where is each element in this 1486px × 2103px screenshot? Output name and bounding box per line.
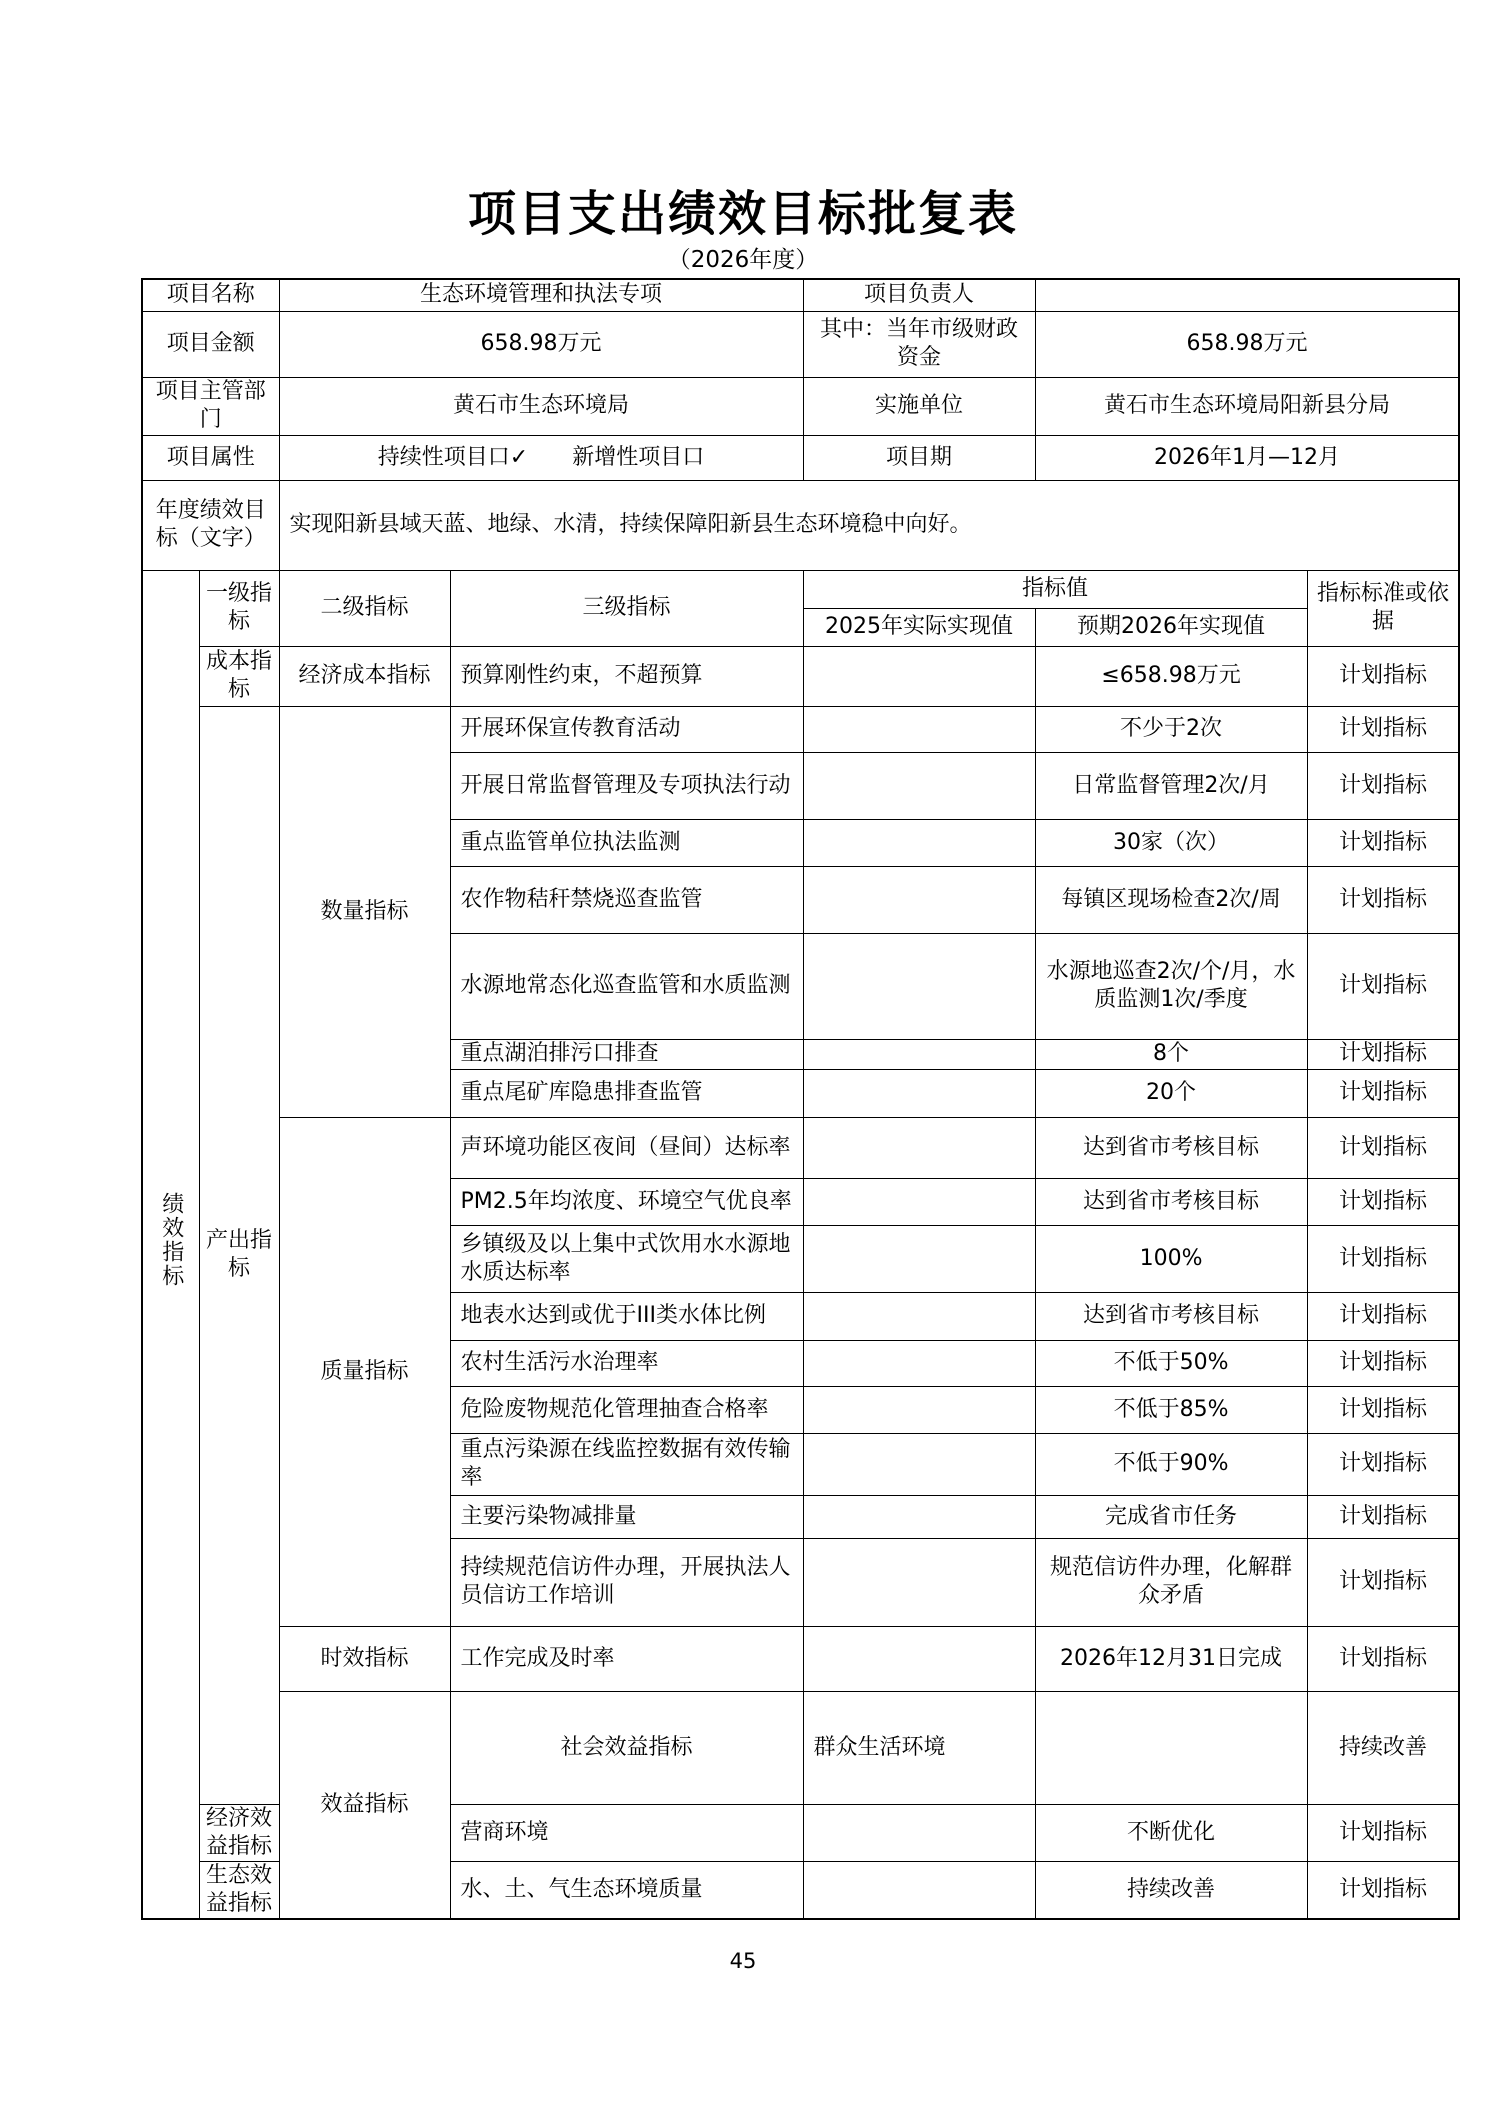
basis-cell: 计划指标 (1307, 866, 1459, 933)
level2-cell: 时效指标 (279, 1626, 450, 1691)
year-note: （2026年度） (667, 247, 819, 273)
value-2025-cell (803, 1538, 1035, 1626)
basis-cell: 计划指标 (1307, 1433, 1459, 1495)
level2-cell: 质量指标 (279, 1117, 450, 1626)
basis-cell: 计划指标 (1307, 1495, 1459, 1538)
level1-output: 产出指标 (199, 706, 279, 1804)
level3-cell: 水源地常态化巡查监管和水质监测 (450, 933, 803, 1039)
basis-cell: 计划指标 (1307, 646, 1459, 706)
leader-value (1035, 279, 1459, 311)
level3-cell: 营商环境 (450, 1804, 803, 1861)
amount-label: 项目金额 (142, 311, 279, 377)
level3-cell: 危险废物规范化管理抽查合格率 (450, 1386, 803, 1433)
level3-cell: 主要污染物减排量 (450, 1495, 803, 1538)
project-name-value: 生态环境管理和执法专项 (279, 279, 803, 311)
basis-cell: 计划指标 (1307, 1386, 1459, 1433)
basis-cell: 计划指标 (1307, 1117, 1459, 1178)
level3-cell: 重点监管单位执法监测 (450, 819, 803, 866)
value-2026-cell: 不少于2次 (1035, 706, 1307, 752)
city-fund-label: 其中：当年市级财政资金 (803, 311, 1035, 377)
level3-cell: 重点尾矿库隐患排查监管 (450, 1069, 803, 1117)
impl-value: 黄石市生态环境局阳新县分局 (1035, 377, 1459, 435)
basis-cell: 计划指标 (1307, 1626, 1459, 1691)
level2-cell: 经济成本指标 (279, 646, 450, 706)
amount-value: 658.98万元 (279, 311, 803, 377)
city-fund-value: 658.98万元 (1035, 311, 1459, 377)
col-2025: 2025年实际实现值 (803, 608, 1035, 646)
value-2025-cell (803, 646, 1035, 706)
col-level1: 一级指标 (199, 570, 279, 646)
basis-cell: 计划指标 (1307, 706, 1459, 752)
level3-cell: 农村生活污水治理率 (450, 1340, 803, 1386)
goal-text: 实现阳新县域天蓝、地绿、水清，持续保障阳新县生态环境稳中向好。 (279, 480, 1459, 570)
page-number: 45 (729, 1949, 757, 1973)
section-label: 绩效指标 (158, 1192, 184, 1288)
value-2026-cell: 达到省市考核目标 (1035, 1117, 1307, 1178)
value-2025-cell (803, 866, 1035, 933)
value-2026-cell: 持续改善 (1307, 1691, 1459, 1804)
value-2026-cell: 100% (1035, 1225, 1307, 1292)
level1-benefit: 效益指标 (279, 1691, 450, 1919)
level3-cell: 持续规范信访件办理，开展执法人员信访工作培训 (450, 1538, 803, 1626)
value-2025-cell (803, 706, 1035, 752)
level3-cell: 乡镇级及以上集中式饮用水水源地水质达标率 (450, 1225, 803, 1292)
value-2025-cell (803, 1340, 1035, 1386)
value-2026-cell: 持续改善 (1035, 1861, 1307, 1919)
level2-cell: 数量指标 (279, 706, 450, 1117)
value-2025-cell (803, 1178, 1035, 1225)
value-2026-cell: 不低于90% (1035, 1433, 1307, 1495)
basis-cell: 计划指标 (1307, 1538, 1459, 1626)
basis-cell: 计划指标 (1307, 752, 1459, 819)
value-2026-cell: 规范信访件办理，化解群众矛盾 (1035, 1538, 1307, 1626)
level3-cell: 开展环保宣传教育活动 (450, 706, 803, 752)
project-name-label: 项目名称 (142, 279, 279, 311)
level3-cell: PM2.5年均浓度、环境空气优良率 (450, 1178, 803, 1225)
value-2025-cell (803, 1292, 1035, 1340)
level3-cell: 预算刚性约束，不超预算 (450, 646, 803, 706)
value-2026-cell: 不低于50% (1035, 1340, 1307, 1386)
attr-label: 项目属性 (142, 435, 279, 480)
value-2026-cell: 完成省市任务 (1035, 1495, 1307, 1538)
value-2026-cell: ≤658.98万元 (1035, 646, 1307, 706)
level2-cell: 生态效益指标 (199, 1861, 279, 1919)
dept-value: 黄石市生态环境局 (279, 377, 803, 435)
value-2025-cell (1035, 1691, 1307, 1804)
basis-cell: 计划指标 (1307, 1861, 1459, 1919)
value-2026-cell: 达到省市考核目标 (1035, 1292, 1307, 1340)
value-2026-cell: 日常监督管理2次/月 (1035, 752, 1307, 819)
period-value: 2026年1月—12月 (1035, 435, 1459, 480)
basis-cell: 计划指标 (1307, 1178, 1459, 1225)
value-2025-cell (803, 1039, 1035, 1069)
level3-cell: 群众生活环境 (803, 1691, 1035, 1804)
value-2026-cell: 8个 (1035, 1039, 1307, 1069)
level3-cell: 地表水达到或优于III类水体比例 (450, 1292, 803, 1340)
value-2026-cell: 每镇区现场检查2次/周 (1035, 866, 1307, 933)
level2-cell: 经济效益指标 (199, 1804, 279, 1861)
level3-cell: 水、土、气生态环境质量 (450, 1861, 803, 1919)
col-value: 指标值 (803, 570, 1307, 608)
goal-label: 年度绩效目标（文字） (142, 480, 279, 570)
basis-cell: 计划指标 (1307, 933, 1459, 1039)
value-2026-cell: 20个 (1035, 1069, 1307, 1117)
value-2026-cell: 2026年12月31日完成 (1035, 1626, 1307, 1691)
level3-cell: 重点湖泊排污口排查 (450, 1039, 803, 1069)
value-2025-cell (803, 933, 1035, 1039)
section-label-cell (142, 570, 199, 1919)
basis-cell: 计划指标 (1307, 1340, 1459, 1386)
value-2026-cell: 达到省市考核目标 (1035, 1178, 1307, 1225)
col-basis: 指标标准或依据 (1307, 570, 1459, 646)
value-2025-cell (803, 1069, 1035, 1117)
value-2025-cell (803, 1495, 1035, 1538)
level3-cell: 农作物秸秆禁烧巡查监管 (450, 866, 803, 933)
level3-cell: 工作完成及时率 (450, 1626, 803, 1691)
value-2025-cell (803, 1433, 1035, 1495)
performance-target-table (141, 278, 1460, 1920)
value-2025-cell (803, 1386, 1035, 1433)
col-2026: 预期2026年实现值 (1035, 608, 1307, 646)
value-2026-cell: 不低于85% (1035, 1386, 1307, 1433)
basis-cell: 计划指标 (1307, 1804, 1459, 1861)
value-2025-cell (803, 1861, 1035, 1919)
value-2025-cell (803, 752, 1035, 819)
leader-label: 项目负责人 (803, 279, 1035, 311)
level3-cell: 声环境功能区夜间（昼间）达标率 (450, 1117, 803, 1178)
dept-label: 项目主管部门 (142, 377, 279, 435)
attr-value: 持续性项目口✓ 新增性项目口 (279, 435, 803, 480)
period-label: 项目期 (803, 435, 1035, 480)
impl-label: 实施单位 (803, 377, 1035, 435)
value-2026-cell: 30家（次） (1035, 819, 1307, 866)
basis-cell: 计划指标 (1307, 1069, 1459, 1117)
value-2025-cell (803, 1804, 1035, 1861)
col-level2: 二级指标 (279, 570, 450, 646)
basis-cell: 计划指标 (1307, 1225, 1459, 1292)
level3-cell: 重点污染源在线监控数据有效传输率 (450, 1433, 803, 1495)
value-2025-cell (803, 1626, 1035, 1691)
value-2025-cell (803, 819, 1035, 866)
col-level3: 三级指标 (450, 570, 803, 646)
basis-cell: 计划指标 (1307, 1292, 1459, 1340)
value-2025-cell (803, 1117, 1035, 1178)
level1-cost: 成本指标 (199, 646, 279, 706)
page-title: 项目支出绩效目标批复表 (467, 186, 1018, 242)
basis-cell: 计划指标 (1307, 819, 1459, 866)
basis-cell: 计划指标 (1307, 1039, 1459, 1069)
level2-cell: 社会效益指标 (450, 1691, 803, 1804)
level3-cell: 开展日常监督管理及专项执法行动 (450, 752, 803, 819)
value-2025-cell (803, 1225, 1035, 1292)
value-2026-cell: 水源地巡查2次/个/月，水质监测1次/季度 (1035, 933, 1307, 1039)
value-2026-cell: 不断优化 (1035, 1804, 1307, 1861)
